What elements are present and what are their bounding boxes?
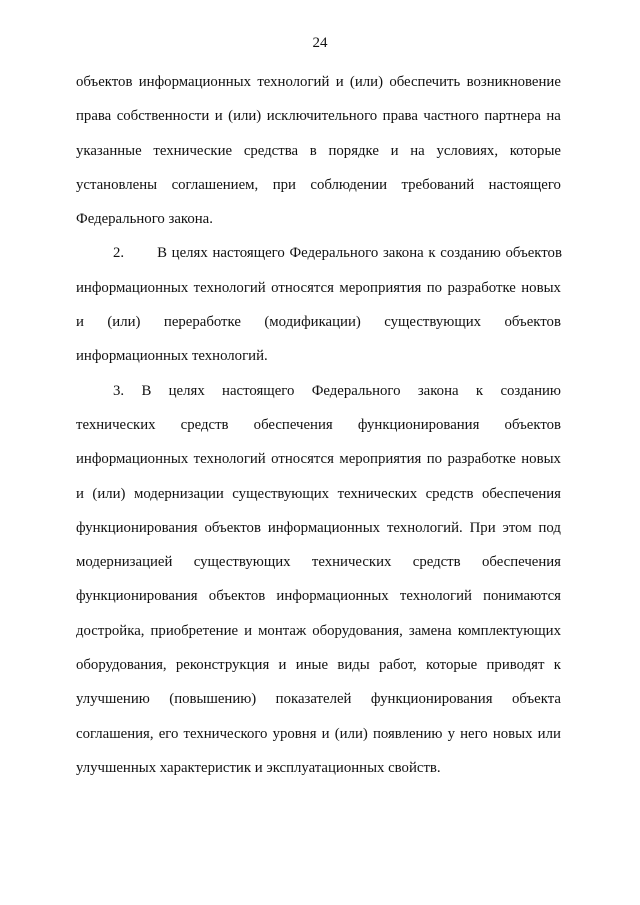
word: существующих	[232, 485, 330, 502]
word: новых	[521, 279, 561, 296]
word: обеспечения	[253, 416, 333, 433]
text-line	[76, 311, 561, 345]
word: соглашения,	[76, 725, 154, 742]
word: и	[390, 142, 399, 159]
word: объектов	[504, 416, 561, 433]
text-line	[76, 414, 561, 448]
text-line	[76, 277, 561, 311]
word: соглашением,	[171, 176, 259, 193]
word: виды	[337, 657, 370, 674]
word: и	[278, 657, 287, 674]
word: монтаж	[258, 622, 307, 639]
text-line	[76, 71, 561, 105]
word: исключительного	[266, 108, 378, 125]
word: технологий.	[386, 519, 463, 536]
text-line	[76, 517, 561, 551]
word: относятся	[271, 451, 334, 468]
page-number: 24	[312, 35, 328, 51]
word: существующих	[193, 554, 291, 571]
word: соблюдении	[310, 176, 388, 193]
word: модернизации	[133, 485, 224, 502]
word: к	[475, 382, 484, 399]
text-line	[76, 208, 561, 242]
word: замена	[408, 622, 452, 639]
line-text: информационных технологий.	[76, 348, 268, 365]
text-line	[76, 688, 561, 722]
word: и	[214, 108, 223, 125]
word: и	[76, 314, 84, 331]
text-line	[76, 585, 561, 619]
word: (модификации)	[264, 314, 361, 331]
word: показателей	[275, 691, 352, 708]
word: технологий	[193, 279, 266, 296]
word: технических	[311, 554, 392, 571]
word: улучшению	[76, 691, 150, 708]
word: оборудования,	[312, 622, 403, 639]
word: обеспечения	[481, 485, 561, 502]
text-line	[76, 380, 561, 414]
word: функционирования	[76, 588, 198, 605]
word: технических	[76, 416, 156, 433]
word: по	[426, 279, 443, 296]
word: информационных	[276, 588, 389, 605]
word: настоящего	[488, 176, 561, 193]
word: комплектующих	[457, 622, 561, 639]
text-line	[76, 448, 561, 482]
word: по	[426, 451, 443, 468]
word: технические	[153, 142, 233, 159]
word: на	[410, 142, 425, 159]
word: и	[321, 725, 330, 742]
word: разработке	[447, 451, 516, 468]
word: технического	[183, 725, 268, 742]
word: объектов	[204, 519, 261, 536]
word: его	[158, 725, 179, 742]
word: мероприятия	[339, 451, 422, 468]
word: информационных	[76, 279, 189, 296]
text-line	[76, 174, 561, 208]
word: появлению	[372, 725, 443, 742]
word: и	[244, 622, 253, 639]
word: (или)	[92, 485, 126, 502]
word: модернизацией	[76, 554, 173, 571]
word: относятся	[271, 279, 334, 296]
word: технических	[337, 485, 418, 502]
word: права	[76, 108, 112, 125]
word: (или)	[228, 108, 262, 125]
word: оборудования,	[76, 657, 167, 674]
word: информационных	[138, 74, 251, 90]
word: закона	[417, 382, 459, 399]
word: работ,	[379, 657, 417, 674]
line-text: Федерального закона.	[76, 211, 213, 228]
word: указанные	[76, 142, 142, 159]
word: средств	[180, 416, 229, 433]
word: технологий	[257, 74, 330, 90]
text-line	[76, 345, 561, 379]
paragraph-number: 3.	[113, 382, 125, 399]
word: обеспечить	[389, 74, 461, 90]
text-line	[76, 105, 561, 139]
word: технологий	[193, 451, 266, 468]
word: существующих	[384, 314, 482, 331]
word: и	[335, 74, 344, 90]
word: обеспечения	[481, 554, 561, 571]
paragraph-number: 2.	[113, 245, 125, 262]
word: созданию	[500, 382, 561, 399]
word: объекта	[511, 691, 561, 708]
text-line	[76, 620, 561, 654]
word: При	[469, 519, 496, 536]
word: (или)	[349, 74, 383, 90]
word: возникновение	[466, 74, 561, 90]
text-line	[76, 551, 561, 585]
word: которые	[509, 142, 561, 159]
word: В	[141, 382, 152, 399]
word: при	[272, 176, 296, 193]
word: которые	[426, 657, 478, 674]
word: разработке	[447, 279, 516, 296]
word: в	[309, 142, 317, 159]
word: требований	[401, 176, 475, 193]
word: (или)	[334, 725, 368, 742]
word: информационных	[267, 519, 381, 536]
word: мероприятия	[339, 279, 422, 296]
word: под	[538, 519, 561, 536]
word: объектов	[208, 588, 266, 605]
text-line	[76, 723, 561, 757]
word: новых	[521, 451, 561, 468]
word: реконструкция	[175, 657, 270, 674]
line-text: улучшенных характеристик и эксплуатационных свойств.	[76, 759, 441, 776]
word: переработке	[163, 314, 241, 331]
word: партнера	[484, 108, 541, 125]
word: него	[460, 725, 488, 742]
word: порядке	[328, 142, 379, 159]
text-line	[76, 140, 561, 174]
word: приводят	[486, 657, 545, 674]
word: у	[447, 725, 455, 742]
word: информационных	[76, 451, 189, 468]
word: настоящего	[222, 382, 295, 399]
word: функционирования	[370, 691, 493, 708]
word: понимаются	[483, 588, 561, 605]
word: функционирования	[76, 519, 198, 536]
word: частного	[423, 108, 479, 125]
word: объектов	[504, 314, 561, 331]
word: приобретение	[150, 622, 239, 639]
text-line	[76, 757, 561, 791]
word: условиях,	[436, 142, 499, 159]
word: установлены	[76, 176, 158, 193]
word: достройка,	[76, 622, 145, 639]
word: Федерального	[311, 382, 401, 399]
word: и	[76, 485, 84, 502]
word: (или)	[107, 314, 141, 331]
word: целях	[168, 382, 205, 399]
word: иные	[295, 657, 329, 674]
body-text	[76, 71, 561, 791]
word: права	[382, 108, 418, 125]
word: на	[546, 108, 561, 125]
word: к	[553, 657, 561, 674]
word: объектов	[76, 74, 133, 90]
text-line	[76, 483, 561, 517]
word: средства	[243, 142, 299, 159]
text-line	[76, 654, 561, 688]
word: уровня	[272, 725, 317, 742]
word: технологий	[399, 588, 472, 605]
text-line	[76, 242, 561, 276]
word: функционирования	[357, 416, 480, 433]
word: собственности	[116, 108, 210, 125]
word: средств	[425, 485, 474, 502]
word: (повышению)	[169, 691, 257, 708]
word: этом	[502, 519, 532, 536]
line-text: В целях настоящего Федерального закона к созданию объектов	[157, 245, 562, 262]
word: средств	[412, 554, 461, 571]
word: или	[537, 725, 561, 742]
word: новых	[492, 725, 533, 742]
